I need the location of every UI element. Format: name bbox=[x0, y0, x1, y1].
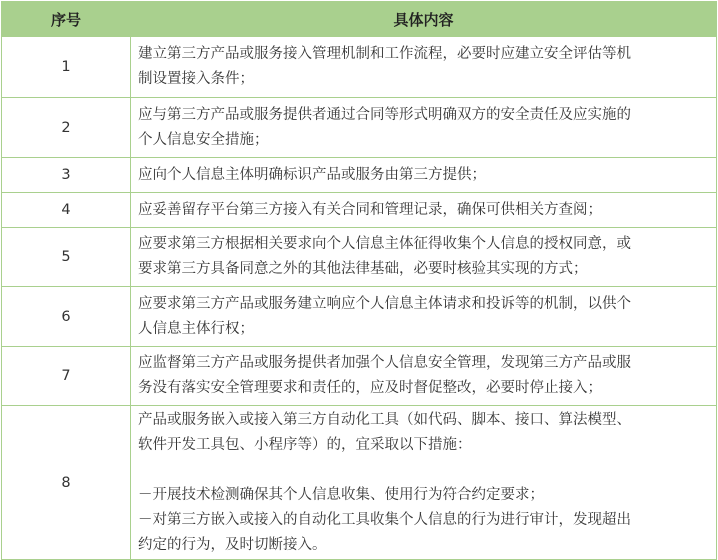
table-row bbox=[2, 37, 717, 98]
content-line: 软件开发工具包、小程序等）的，宜采取以下措施： bbox=[138, 436, 472, 453]
table-row bbox=[2, 158, 717, 193]
content-line: 应要求第三方根据相关要求向个人信息主体征得收集个人信息的授权同意，或 bbox=[138, 236, 631, 252]
row-number: 3 bbox=[2, 158, 131, 193]
row-number: 8 bbox=[2, 406, 131, 560]
row-content bbox=[131, 228, 717, 287]
content-line: 约定的行为，及时切断接入。 bbox=[138, 536, 327, 553]
content-line: 务没有落实安全管理要求和责任的，应及时督促整改，必要时停止接入； bbox=[138, 380, 602, 396]
content-line: 人信息主体行权； bbox=[138, 320, 254, 337]
content-line: －对第三方嵌入或接入的自动化工具收集个人信息的行为进行审计，发现超出 bbox=[138, 511, 631, 528]
content-line: 应监督第三方产品或服务提供者加强个人信息安全管理，发现第三方产品或服 bbox=[138, 355, 631, 371]
table-row bbox=[2, 193, 717, 228]
table-row bbox=[2, 406, 717, 560]
content-line: －开展技术检测确保其个人信息收集、使用行为符合约定要求； bbox=[138, 486, 544, 503]
blank-line bbox=[138, 458, 709, 483]
row-content bbox=[131, 193, 717, 228]
row-content bbox=[131, 347, 717, 406]
content-line: 要求第三方具备同意之外的其他法律基础，必要时核验其实现的方式； bbox=[138, 261, 588, 277]
row-content bbox=[131, 37, 717, 98]
table-row bbox=[2, 287, 717, 347]
row-content bbox=[131, 287, 717, 347]
content-line: 应妥善留存平台第三方接入有关合同和管理记录，确保可供相关方查阅； bbox=[138, 201, 602, 218]
row-number: 1 bbox=[2, 37, 131, 98]
row-number: 5 bbox=[2, 228, 131, 287]
row-number: 4 bbox=[2, 193, 131, 228]
table-header-row bbox=[2, 2, 717, 37]
row-content bbox=[131, 158, 717, 193]
content-line: 制设置接入条件； bbox=[138, 71, 254, 87]
content-line: 应向个人信息主体明确标识产品或服务由第三方提供； bbox=[138, 166, 486, 183]
header-number: 序号 bbox=[2, 2, 131, 37]
content-line: 个人信息安全措施； bbox=[138, 131, 269, 148]
row-content bbox=[131, 406, 717, 560]
requirements-table bbox=[1, 1, 717, 560]
content-line: 应要求第三方产品或服务建立响应个人信息主体请求和投诉等的机制，以供个 bbox=[138, 295, 631, 312]
row-number: 2 bbox=[2, 98, 131, 158]
content-line: 应与第三方产品或服务提供者通过合同等形式明确双方的安全责任及应实施的 bbox=[138, 106, 631, 123]
row-number: 7 bbox=[2, 347, 131, 406]
row-content bbox=[131, 98, 717, 158]
row-number: 6 bbox=[2, 287, 131, 347]
table-row bbox=[2, 98, 717, 158]
content-line: 产品或服务嵌入或接入第三方自动化工具（如代码、脚本、接口、算法模型、 bbox=[138, 411, 631, 428]
content-line: 建立第三方产品或服务接入管理机制和工作流程，必要时应建立安全评估等机 bbox=[138, 46, 631, 62]
table-row bbox=[2, 347, 717, 406]
table-row bbox=[2, 228, 717, 287]
header-content: 具体内容 bbox=[131, 2, 717, 37]
